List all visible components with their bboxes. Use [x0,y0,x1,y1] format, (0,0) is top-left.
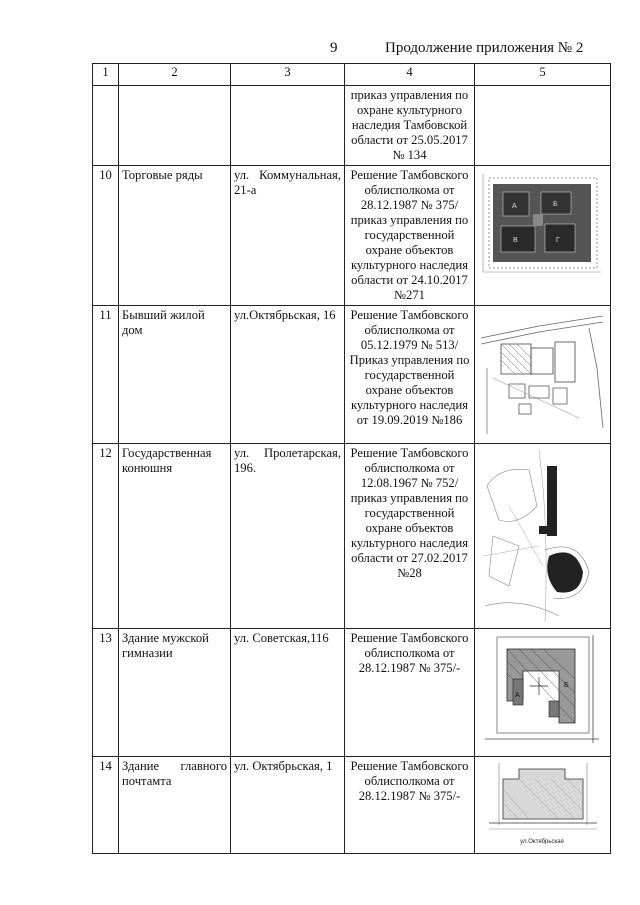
building-label: Б [553,201,558,208]
decision-cell: Решение Тамбовского облисполкома от 28.12.1987 № 375/ приказ управления по государственной охране объектов культурного наследия области от 24.10.2017 №271 [345,166,475,306]
decision-cell: приказ управления по охране культурного наследия Тамбовской области от 25.05.2017 № 134 [345,86,475,166]
cell-empty [119,86,231,166]
column-number: 3 [231,64,345,86]
object-address: ул. Пролетарская, 196. [231,444,345,629]
page-header [0,40,640,60]
table-row [93,629,611,757]
site-plan-map [479,168,605,278]
object-address: ул. Советская,116 [231,629,345,757]
object-name: Государственная конюшня [119,444,231,629]
column-number: 2 [119,64,231,86]
object-address: ул. Коммунальная, 21-а [231,166,345,306]
building-label: Б [564,682,569,689]
building-label: А [512,203,517,210]
site-plan-map [479,308,605,438]
row-number: 14 [93,757,119,854]
table-row [93,757,611,854]
row-number: 11 [93,306,119,444]
table-row-continuation [93,86,611,166]
decision-cell: Решение Тамбовского облисполкома от 05.12.1979 № 513/Приказ управления по государственной охране объектов культурного наследия от 19.09.2019 №186 [345,306,475,444]
site-plan-cell [475,444,611,629]
row-number: 13 [93,629,119,757]
table-row [93,444,611,629]
row-number: 12 [93,444,119,629]
column-number: 5 [475,64,611,86]
site-plan-cell [475,306,611,444]
object-name: Здание главного почтамта [119,757,231,854]
object-address: ул.Октябрьская, 16 [231,306,345,444]
site-plan-map [479,759,605,849]
object-name: Бывший жилой дом [119,306,231,444]
object-address: ул. Октябрьская, 1 [231,757,345,854]
decision-cell: Решение Тамбовского облисполкома от 12.08.1967 № 752/ приказ управления по государственной охране объектов культурного наследия области от 27.02.2017 №28 [345,444,475,629]
building-label: В [513,237,518,244]
site-plan-map [479,446,605,624]
column-number: 4 [345,64,475,86]
building-label: Г [556,237,560,244]
row-number: 10 [93,166,119,306]
cell-empty [93,86,119,166]
cell-empty [475,86,611,166]
decision-cell: Решение Тамбовского облисполкома от 28.12.1987 № 375/- [345,629,475,757]
building-label: А [515,692,520,699]
page-number: 9 [330,40,338,56]
decision-cell: Решение Тамбовского облисполкома от 28.12.1987 № 375/- [345,757,475,854]
site-plan-cell [475,629,611,757]
site-plan-map [479,631,605,751]
site-plan-cell [475,757,611,854]
table-row [93,306,611,444]
object-name: Торговые ряды [119,166,231,306]
site-plan-cell [475,166,611,306]
column-numbers-row [93,64,611,86]
heritage-objects-table [92,63,611,854]
cell-empty [231,86,345,166]
table-row [93,166,611,306]
street-label: ул.Октябрьская [520,839,564,845]
appendix-title: Продолжение приложения № 2 [385,40,584,56]
column-number: 1 [93,64,119,86]
object-name: Здание мужской гимназии [119,629,231,757]
